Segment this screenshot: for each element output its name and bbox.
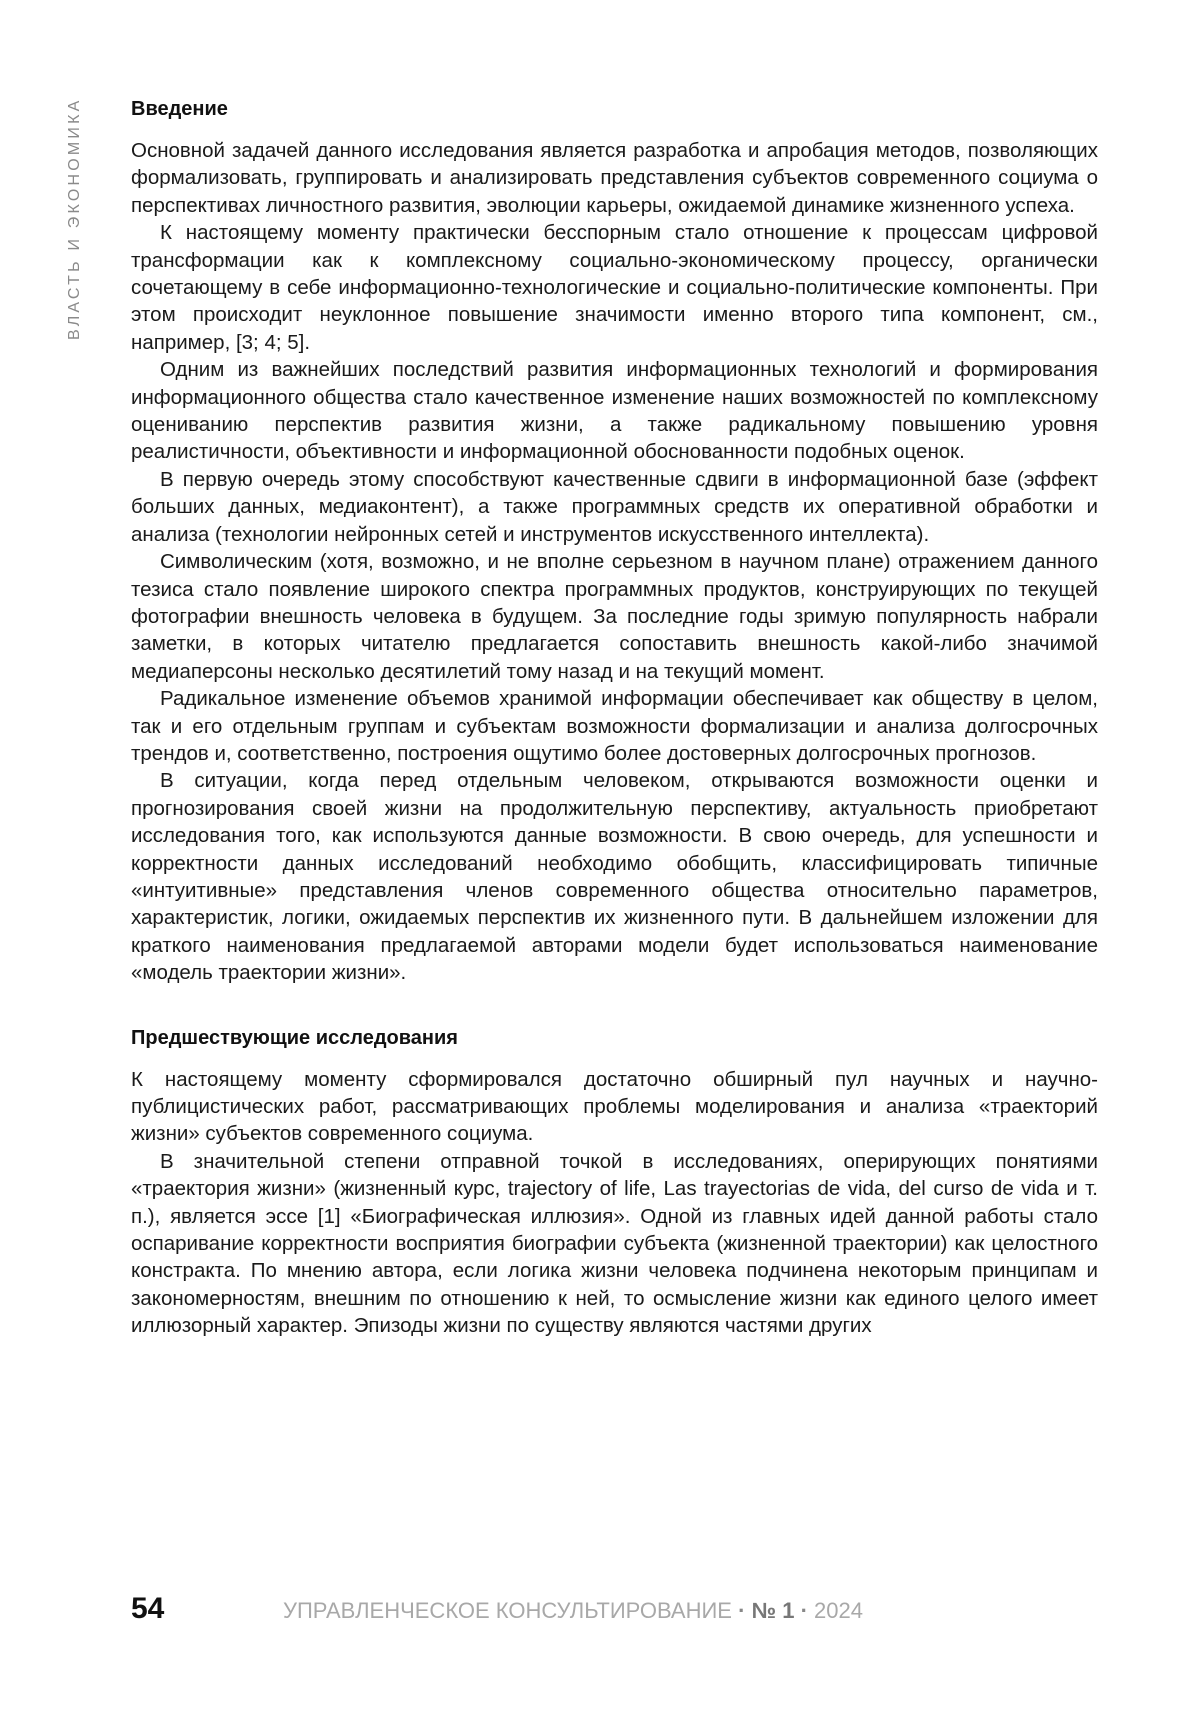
separator-dot: · xyxy=(800,1598,808,1623)
section-heading-prior-research: Предшествующие исследования xyxy=(131,1026,458,1049)
separator-dot: · xyxy=(738,1598,746,1623)
article-body xyxy=(131,96,1098,1340)
section-side-label: ВЛАСТЬ И ЭКОНОМИКА xyxy=(66,97,83,340)
paragraph: В первую очередь этому способствуют качественные сдвиги в информационной базе (эффект больших данных, медиаконтент), а также программных средств их оперативной обработки и анализа (технологии нейронных сетей и инструментов искусственного интеллекта). xyxy=(131,467,1098,546)
journal-name: УПРАВЛЕНЧЕСКОЕ КОНСУЛЬТИРОВАНИЕ xyxy=(283,1598,732,1623)
paragraph: Одним из важнейших последствий развития информационных технологий и формирования информационного общества стало качественное изменение наших возможностей по комплексному оцениванию перспектив развития жизни, а также радикальному повышению уровня реалистичности, объективности и информационной обоснованности подобных оценок. xyxy=(131,358,1098,464)
paragraph: Символическим (хотя, возможно, и не вполне серьезном в научном плане) отражением данного тезиса стало появление широкого спектра программных продуктов, конструирующих по текущей фотографии внешность человека в будущем. За последние годы зримую популярность набрали заметки, в которых читателю предлагается сопоставить внешность какой-либо значимой медиаперсоны несколько десятилетий тому назад и на текущий момент. xyxy=(131,550,1098,683)
issue-number: № 1 xyxy=(751,1598,795,1623)
paragraph: Основной задачей данного исследования является разработка и апробация методов, позволяющих формализовать, группировать и анализировать представления субъектов современного социума о перспективах личностного развития, эволюции карьеры, ожидаемой динамике жизненного успеха. xyxy=(131,139,1098,217)
paragraph: Радикальное изменение объемов хранимой информации обеспечивает как обществу в целом, так и его отдельным группам и субъектам возможности формализации и анализа долгосрочных трендов и, соответственно, построения ощутимо более достоверных долгосрочных прогнозов. xyxy=(131,687,1098,765)
paragraph: К настоящему моменту сформировался достаточно обширный пул научных и научно-публицистических работ, рассматривающих проблемы моделирования и анализа «траекторий жизни» субъектов современного социума. xyxy=(131,1067,1098,1146)
journal-info xyxy=(283,1598,863,1624)
section-spacer xyxy=(131,987,1098,1025)
page-footer xyxy=(131,1592,1098,1632)
year: 2024 xyxy=(814,1598,863,1623)
paragraph: К настоящему моменту практически бесспорным стало отношение к процессам цифровой трансформации как к комплексному социально-экономическому процессу, органически сочетающему в себе информационно-технологические и социально-политические компоненты. При этом происходит неуклонное повышение значимости именно второго типа компонент, см., например, [3; 4; 5]. xyxy=(131,221,1098,354)
paragraph: В значительной степени отправной точкой в исследованиях, оперирующих понятиями «траектория жизни» (жизненный курс, trajectory of life, Las trayectorias de vida, del curso de vida и т. п.), является эссе [1] «Биографическая иллюзия». Одной из главных идей данной работы стало оспаривание корректности восприятия биографии субъекта (жизненной траектории) как целостного констракта. По мнению автора, если логика жизни человека подчинена некоторым принципам и закономерностям, внешним по отношению к ней, то осмысление жизни как единого целого имеет иллюзорный характер. Эпизоды жизни по существу являются частями других xyxy=(131,1149,1098,1338)
section-heading-introduction: Введение xyxy=(131,98,228,120)
paragraph: В ситуации, когда перед отдельным человеком, открываются возможности оценки и прогнозирования своей жизни на продолжительную перспективу, актуальность приобретают исследования того, как используются данные возможности. В свою очередь, для успешности и корректности данных исследований необходимо обобщить, классифицировать типичные «интуитивные» представления членов современного общества относительно параметров, характеристик, логики, ожидаемых перспектив их жизненного пути. В дальнейшем изложении для краткого наименования предлагаемой авторами модели будет использоваться наименование «модель траектории жизни». xyxy=(131,769,1098,985)
page-number: 54 xyxy=(131,1592,165,1625)
